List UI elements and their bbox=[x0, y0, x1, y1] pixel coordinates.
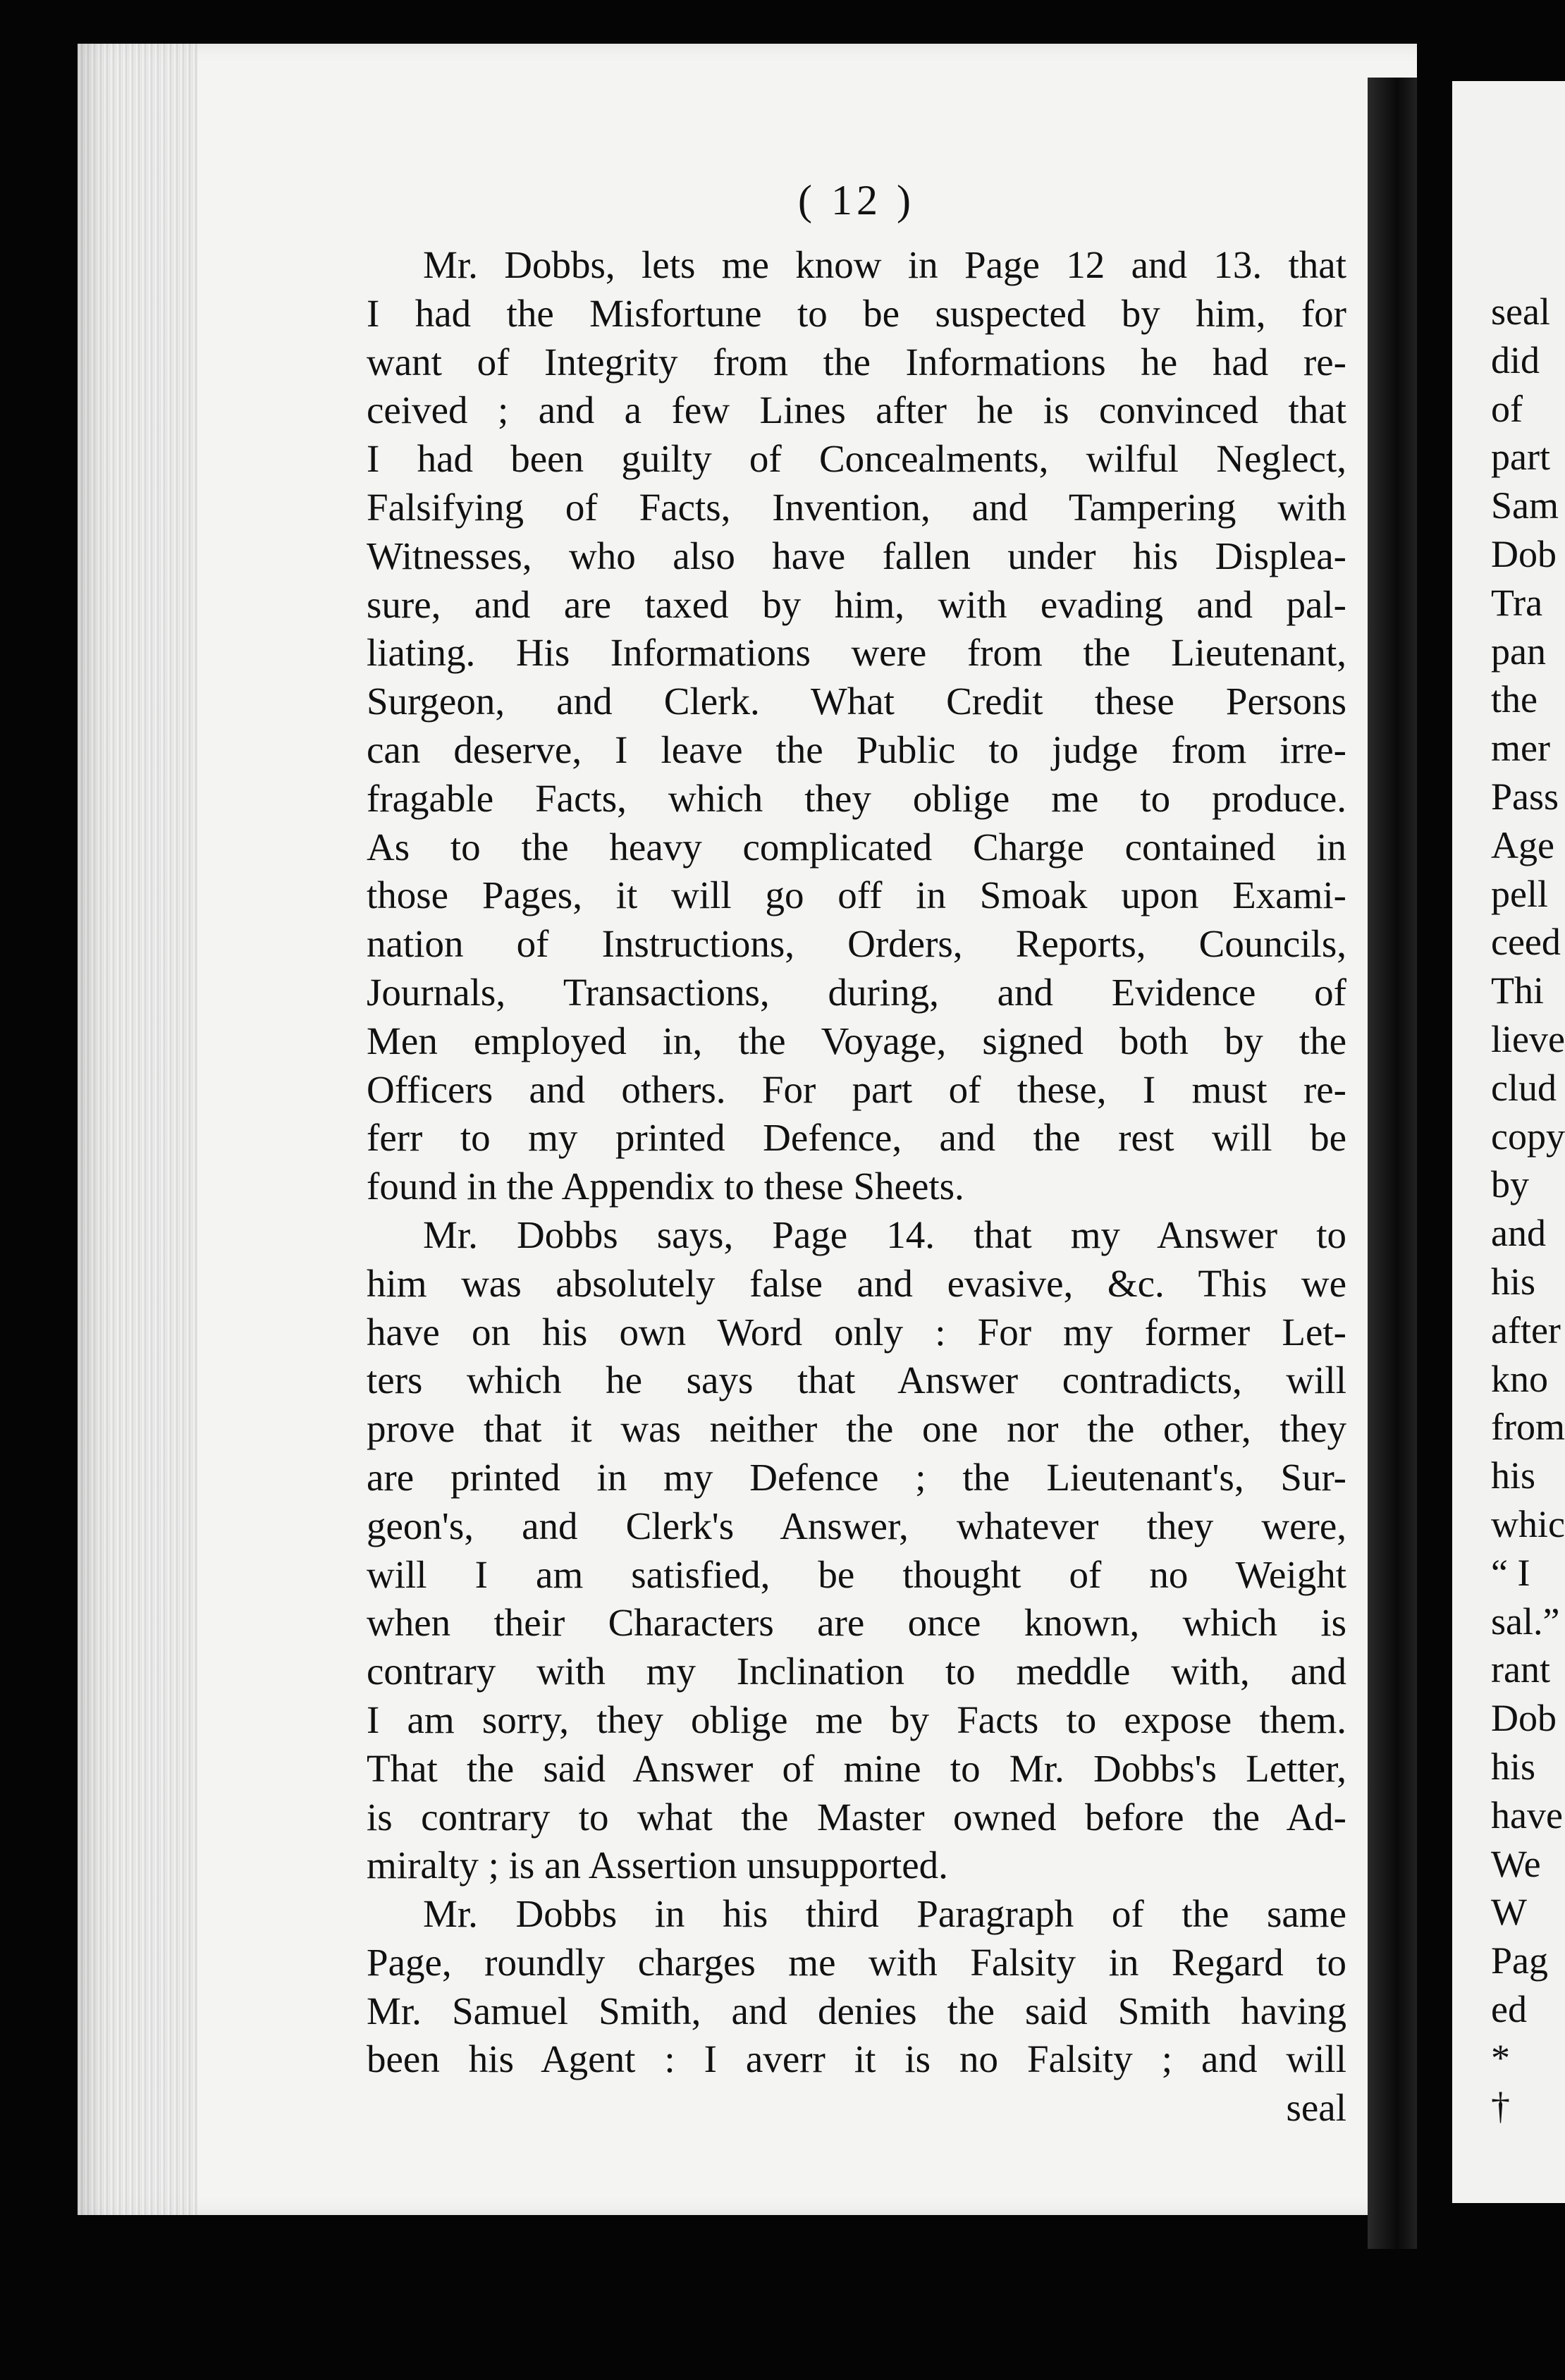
catchword: seal bbox=[1286, 2086, 1346, 2130]
text-line: want of Integrity from the Informations he had re- bbox=[367, 340, 1346, 384]
text-line: Falsifying of Facts, Invention, and Tampering with bbox=[367, 485, 1346, 529]
page-edge-stack bbox=[78, 44, 197, 2215]
facing-page-fragment: lieve bbox=[1491, 1017, 1565, 1060]
facing-page-fragment: Dob bbox=[1491, 1697, 1557, 1740]
facing-page-fragment: sal.” bbox=[1491, 1600, 1560, 1643]
text-line: Journals, Transactions, during, and Evidence of bbox=[367, 970, 1346, 1014]
text-line: As to the heavy complicated Charge contained in bbox=[367, 825, 1346, 869]
facing-page-fragment: from bbox=[1491, 1406, 1565, 1449]
facing-page-fragment: the bbox=[1491, 678, 1538, 721]
facing-page-fragment: * bbox=[1491, 2036, 1510, 2079]
text-line: fragable Facts, which they oblige me to produce. bbox=[367, 776, 1346, 820]
facing-page-fragment: Age bbox=[1491, 823, 1554, 866]
text-line: have on his own Word only : For my former Let- bbox=[367, 1310, 1346, 1354]
text-line: Mr. Dobbs in his third Paragraph of the same bbox=[423, 1892, 1346, 1936]
facing-page-fragment: his bbox=[1491, 1260, 1536, 1303]
facing-page-fragment: of bbox=[1491, 387, 1523, 430]
text-line: Page, roundly charges me with Falsity in Regard to bbox=[367, 1940, 1346, 1984]
facing-page-fragment: after bbox=[1491, 1308, 1561, 1351]
text-line: I had the Misfortune to be suspected by him, for bbox=[367, 291, 1346, 335]
text-line: is contrary to what the Master owned before the Ad- bbox=[367, 1795, 1346, 1839]
facing-page-fragment: Dob bbox=[1491, 532, 1557, 575]
facing-page-fragment: whic bbox=[1491, 1502, 1565, 1545]
text-line: miralty ; is an Assertion unsupported. bbox=[367, 1844, 948, 1887]
text-line: contrary with my Inclination to meddle with, and bbox=[367, 1650, 1346, 1693]
facing-page-fragment: Pass bbox=[1491, 775, 1559, 818]
facing-page-fragment: kno bbox=[1491, 1357, 1548, 1400]
text-line: are printed in my Defence ; the Lieutenant's, Sur- bbox=[367, 1455, 1346, 1499]
page-text-block bbox=[367, 176, 1346, 2221]
facing-page-fragment: seal bbox=[1491, 290, 1550, 333]
text-line: I had been guilty of Concealments, wilful Neglect, bbox=[367, 437, 1346, 481]
text-line: I am sorry, they oblige me by Facts to expose them. bbox=[367, 1698, 1346, 1741]
facing-page-fragment: ceed bbox=[1491, 921, 1561, 964]
text-line: Mr. Dobbs, lets me know in Page 12 and 13. that bbox=[423, 243, 1346, 286]
text-line: Mr. Dobbs says, Page 14. that my Answer to bbox=[423, 1213, 1346, 1256]
facing-page-fragment: We bbox=[1491, 1842, 1541, 1885]
facing-page-fragment: copy bbox=[1491, 1115, 1565, 1158]
text-line: when their Characters are once known, which is bbox=[367, 1601, 1346, 1645]
facing-page-fragment: † bbox=[1491, 2085, 1510, 2128]
text-line: ceived ; and a few Lines after he is convinced that bbox=[367, 388, 1346, 432]
text-line: Surgeon, and Clerk. What Credit these Persons bbox=[367, 680, 1346, 723]
text-line: Officers and others. For part of these, I must re- bbox=[367, 1067, 1346, 1111]
text-line: Men employed in, the Voyage, signed both by the bbox=[367, 1019, 1346, 1062]
facing-page-fragment: clud bbox=[1491, 1066, 1557, 1109]
text-line: nation of Instructions, Orders, Reports, Councils, bbox=[367, 922, 1346, 966]
text-line: ferr to my printed Defence, and the rest will be bbox=[367, 1116, 1346, 1160]
text-line: those Pages, it will go off in Smoak upon Exami- bbox=[367, 873, 1346, 917]
text-line: can deserve, I leave the Public to judge from irre- bbox=[367, 728, 1346, 771]
facing-page-fragment: ed bbox=[1491, 1987, 1527, 2030]
text-line: him was absolutely false and evasive, &c. This we bbox=[367, 1261, 1346, 1305]
facing-page-fragment: Tra bbox=[1491, 581, 1543, 624]
text-line: Mr. Samuel Smith, and denies the said Smith having bbox=[367, 1989, 1346, 2032]
text-line: geon's, and Clerk's Answer, whatever they were, bbox=[367, 1504, 1346, 1547]
facing-page-fragment: Pag bbox=[1491, 1939, 1548, 1982]
facing-page-fragment: pan bbox=[1491, 630, 1546, 673]
facing-page-fragment: by bbox=[1491, 1163, 1529, 1206]
facing-page-fragment: W bbox=[1491, 1891, 1527, 1934]
text-line: sure, and are taxed by him, with evading and pal- bbox=[367, 582, 1346, 626]
facing-page-fragment: part bbox=[1491, 436, 1550, 479]
facing-page-fragment: rant bbox=[1491, 1648, 1550, 1691]
facing-page-fragment: mer bbox=[1491, 727, 1550, 770]
page-number: ( 12 ) bbox=[798, 177, 915, 223]
facing-page-fragment: pell bbox=[1491, 872, 1548, 915]
text-line: Witnesses, who also have fallen under his Displea- bbox=[367, 534, 1346, 577]
text-line: found in the Appendix to these Sheets. bbox=[367, 1165, 964, 1208]
text-line: been his Agent : I averr it is no Falsity ; and will bbox=[367, 2037, 1346, 2081]
facing-page-fragment: Thi bbox=[1491, 969, 1544, 1012]
facing-page-text bbox=[1491, 288, 1565, 2130]
facing-page-fragment: “ I bbox=[1491, 1551, 1530, 1594]
text-line: ters which he says that Answer contradicts, will bbox=[367, 1358, 1346, 1402]
facing-page-fragment: have bbox=[1491, 1793, 1563, 1836]
facing-page-fragment: his bbox=[1491, 1454, 1536, 1497]
text-line: will I am satisfied, be thought of no Weight bbox=[367, 1552, 1346, 1596]
facing-page-fragment: Sam bbox=[1491, 484, 1559, 527]
facing-page-fragment: and bbox=[1491, 1212, 1546, 1255]
facing-page-fragment: his bbox=[1491, 1745, 1536, 1788]
facing-page-fragment: did bbox=[1491, 338, 1540, 381]
text-line: prove that it was neither the one nor the other, they bbox=[367, 1407, 1346, 1451]
text-line: That the said Answer of mine to Mr. Dobbs's Letter, bbox=[367, 1746, 1346, 1790]
book-gutter bbox=[1368, 78, 1417, 2249]
text-line: liating. His Informations were from the Lieutenant, bbox=[367, 631, 1346, 675]
body-text bbox=[367, 241, 1346, 2084]
